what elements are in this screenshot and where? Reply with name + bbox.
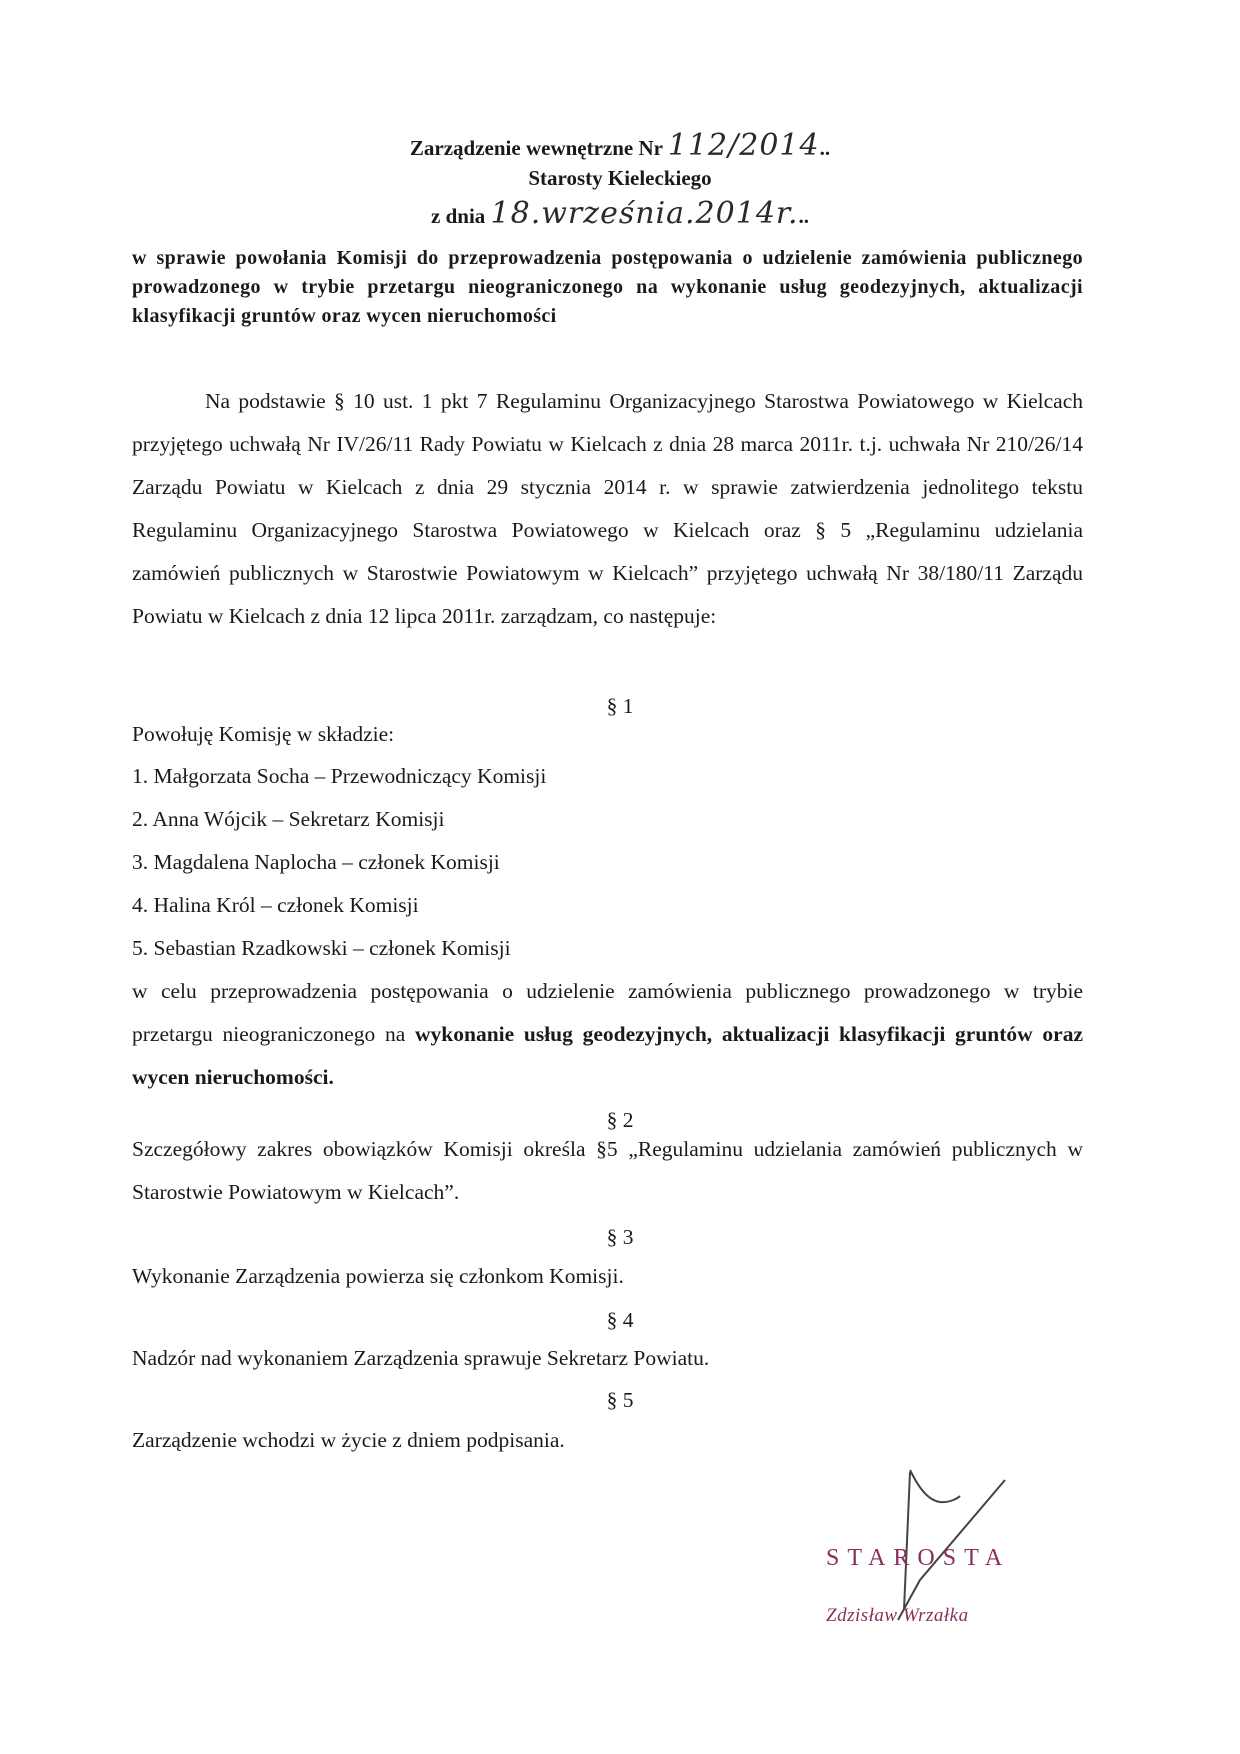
section-2-text: Szczegółowy zakres obowiązków Komisji określa §5 „Regulaminu udzielania zamówień publicznych w Starostwie Powiatowym w Kielcach”. [132, 1137, 1083, 1204]
legal-basis-paragraph: Na podstawie § 10 ust. 1 pkt 7 Regulaminu Organizacyjnego Starostwa Powiatowego w Kielcach przyjętego uchwałą Nr IV/26/11 Rady Powiatu w Kielcach z dnia 28 marca 2011r. t.j. uchwała Nr 210/26/14 Zarządu Powiatu w Kielcach z dnia 29 stycznia 2014 r. w sprawie zatwierdzenia jednolitego tekstu Regulaminu Organizacyjnego Starostwa Powiatowego w Kielcach oraz § 5 „Regulaminu udzielania zamówień publicznych w Starostwie Powiatowym w Kielcach” przyjętego uchwałą Nr 38/180/11 Zarządu Powiatu w Kielcach z dnia 12 lipca 2011r. zarządzam, co następuje: [132, 389, 1083, 628]
member-4: 4. Halina Król – członek Komisji [132, 893, 419, 917]
order-title [0, 128, 1240, 163]
purpose-text: w celu przeprowadzenia postępowania o udzielenie zamówienia publicznego prowadzonego w trybie przetargu nieograniczonego na [132, 979, 1083, 1046]
date-label: z dnia [431, 204, 486, 228]
stamp-name: Zdzisław Wrzałka [826, 1605, 969, 1626]
section-2-heading: § 2 [606, 1108, 634, 1132]
section-4-text: Nadzór nad wykonaniem Zarządzenia sprawuje Sekretarz Powiatu. [132, 1346, 710, 1370]
commission-intro: Powołuję Komisję w składzie: [132, 722, 395, 746]
section-4-heading: § 4 [606, 1308, 634, 1332]
member-1: 1. Małgorzata Socha – Przewodniczący Komisji [132, 764, 547, 788]
section-3-text: Wykonanie Zarządzenia powierza się członkom Komisji. [132, 1264, 624, 1288]
order-number-dots: .. [819, 136, 831, 160]
section-1-heading: § 1 [606, 694, 634, 718]
commission-purpose [132, 970, 1083, 1099]
date-line [0, 196, 1240, 231]
issuer-line: Starosty Kieleckiego [528, 166, 712, 190]
member-5: 5. Sebastian Rzadkowski – członek Komisji [132, 936, 511, 960]
member-3: 3. Magdalena Naplocha – członek Komisji [132, 850, 500, 874]
section-5-heading: § 5 [606, 1388, 634, 1412]
order-title-label: Zarządzenie wewnętrzne Nr [409, 136, 663, 160]
purpose-bold-text: wykonanie usług geodezyjnych, aktualizacji klasyfikacji gruntów oraz wycen nieruchomości. [132, 1022, 1083, 1089]
date-dots: .. [798, 204, 809, 228]
handwritten-date: 18.września.2014r. [490, 196, 799, 231]
section-5-text: Zarządzenie wchodzi w życie z dniem podpisania. [132, 1428, 565, 1452]
stamp-title: STAROSTA [826, 1545, 1011, 1571]
section-3-heading: § 3 [606, 1225, 634, 1249]
member-2: 2. Anna Wójcik – Sekretarz Komisji [132, 807, 445, 831]
order-subject: w sprawie powołania Komisji do przeprowadzenia postępowania o udzielenie zamówienia publicznego prowadzonego w trybie przetargu nieograniczonego na wykonanie usług geodezyjnych, aktualizacji klasyfikacji gruntów oraz wycen nieruchomości [132, 247, 1083, 327]
handwritten-order-number: 112/2014 [667, 128, 820, 163]
